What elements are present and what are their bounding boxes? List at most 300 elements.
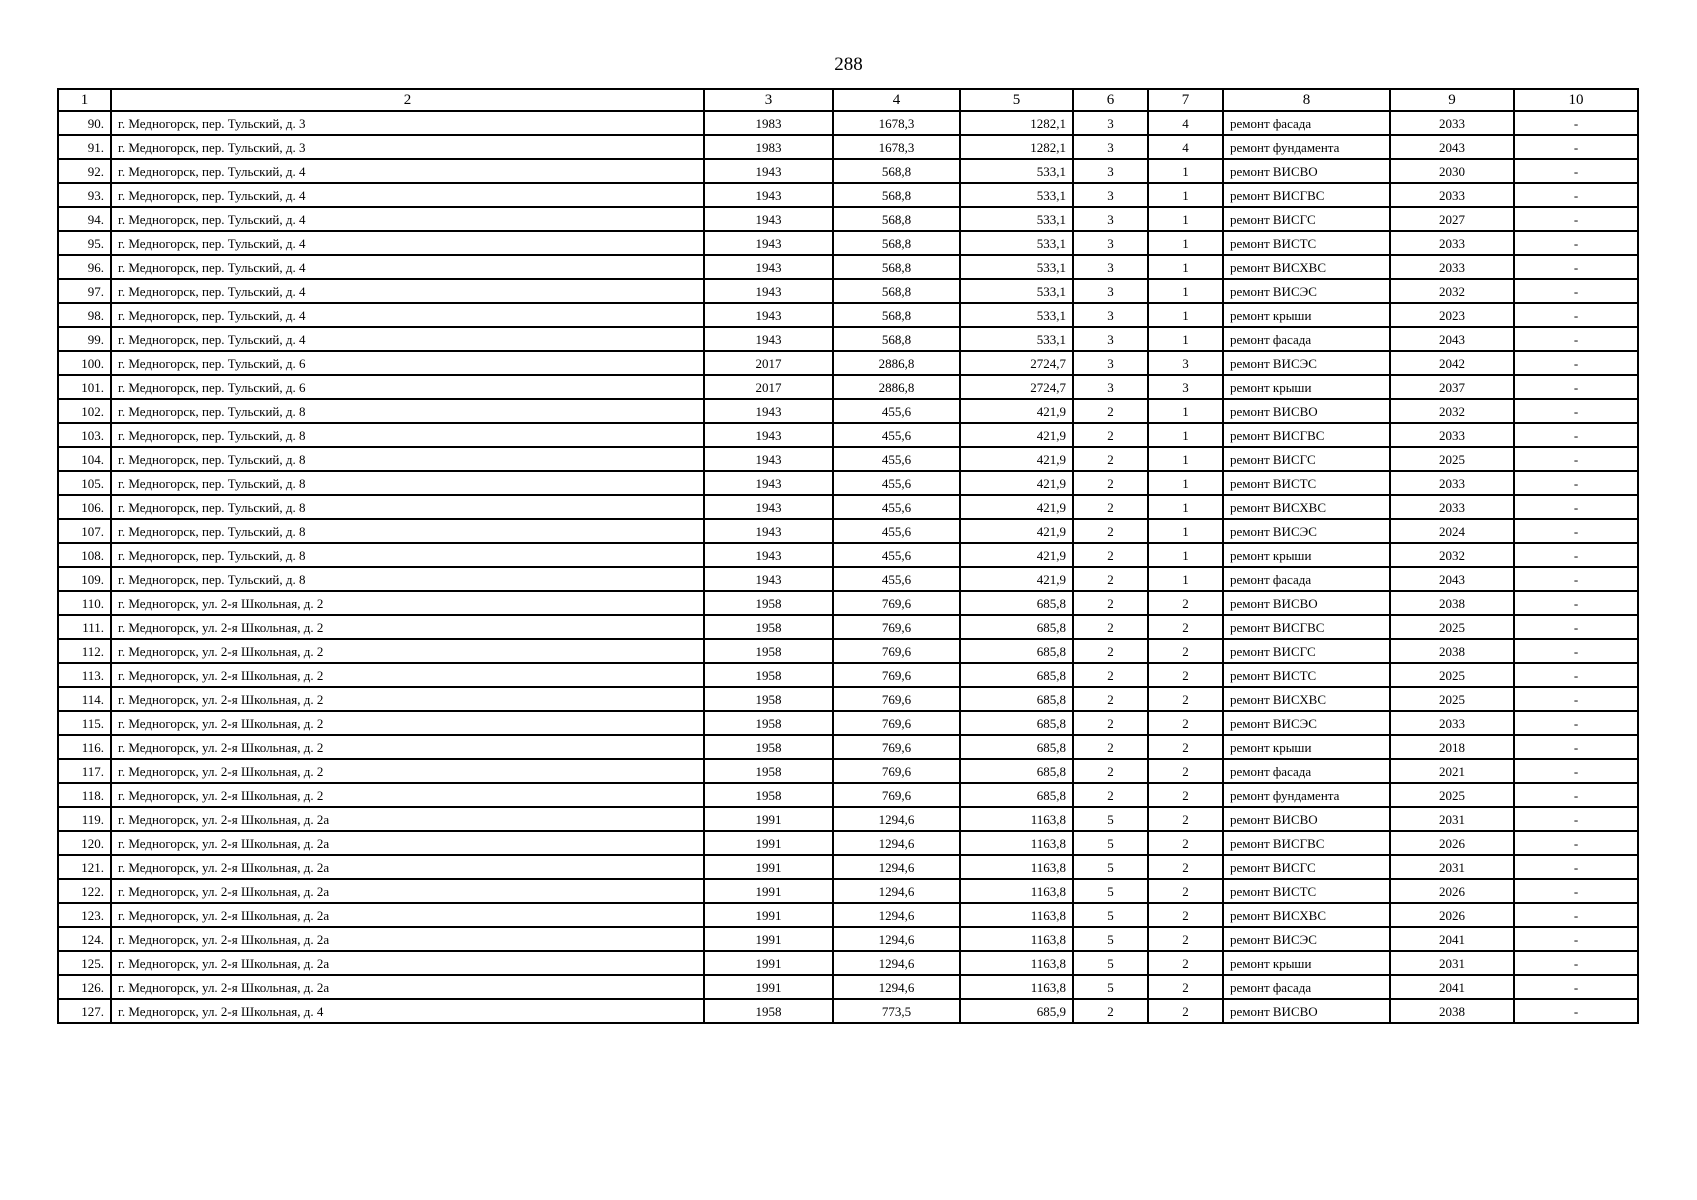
cell-work-type: ремонт ВИСВО — [1223, 807, 1390, 831]
cell-living-area: 421,9 — [960, 567, 1073, 591]
cell-row-number: 121. — [58, 855, 111, 879]
cell-year-built: 1943 — [704, 303, 833, 327]
cell-year-built: 1943 — [704, 207, 833, 231]
cell-row-number: 105. — [58, 471, 111, 495]
cell-planned-year: 2041 — [1390, 975, 1514, 999]
cell-row-number: 103. — [58, 423, 111, 447]
cell-row-number: 123. — [58, 903, 111, 927]
column-header-8: 8 — [1223, 89, 1390, 111]
cell-row-number: 127. — [58, 999, 111, 1023]
cell-total-area: 455,6 — [833, 519, 960, 543]
table-row — [58, 615, 1638, 639]
cell-work-type: ремонт ВИСГВС — [1223, 423, 1390, 447]
cell-living-area: 1282,1 — [960, 111, 1073, 135]
cell-total-area: 769,6 — [833, 783, 960, 807]
cell-year-built: 1943 — [704, 519, 833, 543]
cell-floors: 2 — [1073, 471, 1148, 495]
cell-work-type: ремонт крыши — [1223, 375, 1390, 399]
cell-work-type: ремонт ВИСЭС — [1223, 351, 1390, 375]
cell-row-number: 92. — [58, 159, 111, 183]
cell-work-type: ремонт ВИСГВС — [1223, 831, 1390, 855]
cell-floors: 2 — [1073, 711, 1148, 735]
cell-address: г. Медногорск, пер. Тульский, д. 4 — [111, 159, 704, 183]
cell-planned-year: 2033 — [1390, 111, 1514, 135]
cell-work-type: ремонт ВИСХВС — [1223, 255, 1390, 279]
cell-year-built: 1943 — [704, 231, 833, 255]
cell-total-area: 773,5 — [833, 999, 960, 1023]
cell-note: - — [1514, 663, 1638, 687]
cell-address: г. Медногорск, ул. 2-я Школьная, д. 2а — [111, 975, 704, 999]
cell-year-built: 1943 — [704, 279, 833, 303]
cell-row-number: 120. — [58, 831, 111, 855]
cell-total-area: 568,8 — [833, 159, 960, 183]
table-row — [58, 231, 1638, 255]
cell-planned-year: 2024 — [1390, 519, 1514, 543]
cell-work-type: ремонт ВИСГС — [1223, 207, 1390, 231]
cell-work-type: ремонт ВИСТС — [1223, 231, 1390, 255]
cell-note: - — [1514, 351, 1638, 375]
cell-year-built: 1958 — [704, 639, 833, 663]
cell-total-area: 1678,3 — [833, 111, 960, 135]
cell-row-number: 101. — [58, 375, 111, 399]
cell-floors: 3 — [1073, 207, 1148, 231]
cell-planned-year: 2042 — [1390, 351, 1514, 375]
cell-entrances: 2 — [1148, 783, 1223, 807]
cell-address: г. Медногорск, пер. Тульский, д. 8 — [111, 447, 704, 471]
cell-note: - — [1514, 687, 1638, 711]
cell-note: - — [1514, 519, 1638, 543]
cell-entrances: 2 — [1148, 735, 1223, 759]
cell-year-built: 1958 — [704, 759, 833, 783]
cell-living-area: 685,8 — [960, 783, 1073, 807]
cell-floors: 3 — [1073, 327, 1148, 351]
cell-note: - — [1514, 111, 1638, 135]
cell-year-built: 1958 — [704, 591, 833, 615]
cell-floors: 2 — [1073, 567, 1148, 591]
cell-work-type: ремонт ВИСВО — [1223, 399, 1390, 423]
table-row — [58, 591, 1638, 615]
table-row — [58, 183, 1638, 207]
table-row — [58, 687, 1638, 711]
cell-entrances: 2 — [1148, 903, 1223, 927]
cell-note: - — [1514, 135, 1638, 159]
cell-note: - — [1514, 711, 1638, 735]
table-row — [58, 711, 1638, 735]
cell-living-area: 685,8 — [960, 639, 1073, 663]
cell-year-built: 1943 — [704, 471, 833, 495]
column-header-2: 2 — [111, 89, 704, 111]
cell-planned-year: 2032 — [1390, 543, 1514, 567]
cell-note: - — [1514, 327, 1638, 351]
cell-year-built: 1991 — [704, 879, 833, 903]
cell-planned-year: 2033 — [1390, 471, 1514, 495]
cell-address: г. Медногорск, пер. Тульский, д. 6 — [111, 351, 704, 375]
cell-floors: 5 — [1073, 807, 1148, 831]
table-row — [58, 279, 1638, 303]
column-header-10: 10 — [1514, 89, 1638, 111]
cell-living-area: 421,9 — [960, 447, 1073, 471]
table-row — [58, 351, 1638, 375]
cell-row-number: 112. — [58, 639, 111, 663]
cell-note: - — [1514, 951, 1638, 975]
cell-living-area: 421,9 — [960, 399, 1073, 423]
cell-floors: 2 — [1073, 423, 1148, 447]
cell-address: г. Медногорск, пер. Тульский, д. 4 — [111, 183, 704, 207]
cell-row-number: 125. — [58, 951, 111, 975]
cell-year-built: 1991 — [704, 807, 833, 831]
cell-planned-year: 2025 — [1390, 687, 1514, 711]
table-row — [58, 759, 1638, 783]
cell-address: г. Медногорск, пер. Тульский, д. 8 — [111, 399, 704, 423]
cell-year-built: 1958 — [704, 999, 833, 1023]
cell-total-area: 568,8 — [833, 231, 960, 255]
cell-planned-year: 2033 — [1390, 495, 1514, 519]
cell-note: - — [1514, 303, 1638, 327]
cell-year-built: 1943 — [704, 495, 833, 519]
table-row — [58, 663, 1638, 687]
cell-row-number: 106. — [58, 495, 111, 519]
cell-year-built: 1943 — [704, 447, 833, 471]
cell-address: г. Медногорск, пер. Тульский, д. 8 — [111, 423, 704, 447]
cell-note: - — [1514, 807, 1638, 831]
cell-total-area: 1294,6 — [833, 951, 960, 975]
cell-living-area: 533,1 — [960, 159, 1073, 183]
cell-entrances: 1 — [1148, 303, 1223, 327]
cell-total-area: 568,8 — [833, 255, 960, 279]
cell-year-built: 1943 — [704, 327, 833, 351]
cell-living-area: 1163,8 — [960, 975, 1073, 999]
cell-planned-year: 2018 — [1390, 735, 1514, 759]
cell-floors: 5 — [1073, 927, 1148, 951]
cell-floors: 3 — [1073, 375, 1148, 399]
cell-planned-year: 2031 — [1390, 951, 1514, 975]
cell-work-type: ремонт ВИСХВС — [1223, 903, 1390, 927]
cell-note: - — [1514, 423, 1638, 447]
cell-work-type: ремонт ВИСХВС — [1223, 495, 1390, 519]
cell-note: - — [1514, 399, 1638, 423]
column-header-5: 5 — [960, 89, 1073, 111]
cell-work-type: ремонт ВИСГС — [1223, 639, 1390, 663]
cell-address: г. Медногорск, ул. 2-я Школьная, д. 2а — [111, 855, 704, 879]
cell-address: г. Медногорск, пер. Тульский, д. 3 — [111, 135, 704, 159]
cell-note: - — [1514, 879, 1638, 903]
cell-entrances: 2 — [1148, 639, 1223, 663]
cell-floors: 2 — [1073, 591, 1148, 615]
table-row — [58, 135, 1638, 159]
cell-note: - — [1514, 375, 1638, 399]
cell-floors: 3 — [1073, 231, 1148, 255]
cell-total-area: 769,6 — [833, 615, 960, 639]
cell-planned-year: 2025 — [1390, 447, 1514, 471]
cell-planned-year: 2031 — [1390, 807, 1514, 831]
cell-living-area: 1163,8 — [960, 951, 1073, 975]
cell-row-number: 93. — [58, 183, 111, 207]
cell-entrances: 2 — [1148, 999, 1223, 1023]
cell-row-number: 122. — [58, 879, 111, 903]
cell-year-built: 1991 — [704, 903, 833, 927]
cell-row-number: 113. — [58, 663, 111, 687]
cell-note: - — [1514, 831, 1638, 855]
cell-row-number: 98. — [58, 303, 111, 327]
cell-total-area: 455,6 — [833, 543, 960, 567]
cell-living-area: 2724,7 — [960, 351, 1073, 375]
cell-living-area: 1163,8 — [960, 879, 1073, 903]
cell-entrances: 4 — [1148, 111, 1223, 135]
cell-year-built: 1958 — [704, 711, 833, 735]
cell-total-area: 568,8 — [833, 327, 960, 351]
cell-row-number: 116. — [58, 735, 111, 759]
cell-address: г. Медногорск, пер. Тульский, д. 8 — [111, 543, 704, 567]
cell-note: - — [1514, 735, 1638, 759]
cell-planned-year: 2025 — [1390, 615, 1514, 639]
table-row — [58, 423, 1638, 447]
table-row — [58, 519, 1638, 543]
table-row — [58, 951, 1638, 975]
cell-note: - — [1514, 471, 1638, 495]
cell-living-area: 421,9 — [960, 471, 1073, 495]
cell-planned-year: 2038 — [1390, 639, 1514, 663]
cell-entrances: 1 — [1148, 279, 1223, 303]
cell-work-type: ремонт ВИСЭС — [1223, 519, 1390, 543]
column-header-7: 7 — [1148, 89, 1223, 111]
cell-total-area: 1294,6 — [833, 927, 960, 951]
cell-note: - — [1514, 279, 1638, 303]
cell-row-number: 95. — [58, 231, 111, 255]
cell-work-type: ремонт ВИСГВС — [1223, 615, 1390, 639]
table-row — [58, 159, 1638, 183]
cell-work-type: ремонт ВИСВО — [1223, 591, 1390, 615]
cell-note: - — [1514, 783, 1638, 807]
cell-row-number: 126. — [58, 975, 111, 999]
cell-year-built: 1991 — [704, 951, 833, 975]
cell-note: - — [1514, 447, 1638, 471]
cell-planned-year: 2043 — [1390, 567, 1514, 591]
cell-planned-year: 2032 — [1390, 279, 1514, 303]
cell-planned-year: 2043 — [1390, 135, 1514, 159]
cell-floors: 5 — [1073, 855, 1148, 879]
cell-total-area: 769,6 — [833, 591, 960, 615]
cell-work-type: ремонт ВИСЭС — [1223, 279, 1390, 303]
cell-work-type: ремонт крыши — [1223, 735, 1390, 759]
cell-address: г. Медногорск, пер. Тульский, д. 8 — [111, 519, 704, 543]
page-number: 288 — [834, 54, 863, 75]
cell-floors: 3 — [1073, 255, 1148, 279]
cell-work-type: ремонт фундамента — [1223, 783, 1390, 807]
table-row — [58, 471, 1638, 495]
table-row — [58, 807, 1638, 831]
cell-row-number: 102. — [58, 399, 111, 423]
cell-row-number: 111. — [58, 615, 111, 639]
cell-address: г. Медногорск, ул. 2-я Школьная, д. 2 — [111, 759, 704, 783]
cell-total-area: 1678,3 — [833, 135, 960, 159]
cell-address: г. Медногорск, ул. 2-я Школьная, д. 2 — [111, 687, 704, 711]
cell-address: г. Медногорск, ул. 2-я Школьная, д. 2 — [111, 783, 704, 807]
cell-entrances: 2 — [1148, 711, 1223, 735]
column-header-6: 6 — [1073, 89, 1148, 111]
cell-living-area: 1163,8 — [960, 807, 1073, 831]
cell-total-area: 568,8 — [833, 279, 960, 303]
cell-note: - — [1514, 159, 1638, 183]
table-row — [58, 399, 1638, 423]
cell-row-number: 104. — [58, 447, 111, 471]
cell-floors: 2 — [1073, 447, 1148, 471]
capital-repair-table — [57, 88, 1639, 1024]
cell-row-number: 109. — [58, 567, 111, 591]
cell-floors: 5 — [1073, 951, 1148, 975]
cell-floors: 2 — [1073, 519, 1148, 543]
cell-total-area: 1294,6 — [833, 879, 960, 903]
cell-entrances: 2 — [1148, 759, 1223, 783]
cell-row-number: 91. — [58, 135, 111, 159]
cell-total-area: 568,8 — [833, 183, 960, 207]
cell-living-area: 1163,8 — [960, 903, 1073, 927]
cell-address: г. Медногорск, ул. 2-я Школьная, д. 2а — [111, 807, 704, 831]
cell-work-type: ремонт ВИСГС — [1223, 855, 1390, 879]
cell-row-number: 117. — [58, 759, 111, 783]
cell-total-area: 455,6 — [833, 423, 960, 447]
table-body — [58, 111, 1638, 1023]
cell-living-area: 533,1 — [960, 327, 1073, 351]
cell-row-number: 100. — [58, 351, 111, 375]
cell-work-type: ремонт фасада — [1223, 111, 1390, 135]
cell-row-number: 108. — [58, 543, 111, 567]
cell-entrances: 2 — [1148, 927, 1223, 951]
column-header-9: 9 — [1390, 89, 1514, 111]
table-row — [58, 567, 1638, 591]
cell-total-area: 769,6 — [833, 663, 960, 687]
cell-work-type: ремонт ВИСВО — [1223, 999, 1390, 1023]
cell-planned-year: 2026 — [1390, 903, 1514, 927]
cell-entrances: 2 — [1148, 807, 1223, 831]
cell-year-built: 2017 — [704, 375, 833, 399]
cell-entrances: 1 — [1148, 519, 1223, 543]
cell-work-type: ремонт фасада — [1223, 327, 1390, 351]
cell-address: г. Медногорск, пер. Тульский, д. 4 — [111, 279, 704, 303]
cell-address: г. Медногорск, пер. Тульский, д. 4 — [111, 231, 704, 255]
cell-year-built: 1943 — [704, 567, 833, 591]
cell-planned-year: 2025 — [1390, 783, 1514, 807]
cell-year-built: 1958 — [704, 687, 833, 711]
cell-year-built: 1958 — [704, 735, 833, 759]
cell-total-area: 769,6 — [833, 639, 960, 663]
cell-floors: 2 — [1073, 663, 1148, 687]
cell-year-built: 1983 — [704, 111, 833, 135]
cell-living-area: 2724,7 — [960, 375, 1073, 399]
cell-planned-year: 2033 — [1390, 255, 1514, 279]
cell-work-type: ремонт ВИСТС — [1223, 879, 1390, 903]
cell-entrances: 2 — [1148, 687, 1223, 711]
cell-entrances: 3 — [1148, 375, 1223, 399]
cell-work-type: ремонт ВИСТС — [1223, 663, 1390, 687]
cell-entrances: 2 — [1148, 831, 1223, 855]
cell-total-area: 1294,6 — [833, 807, 960, 831]
cell-note: - — [1514, 927, 1638, 951]
cell-work-type: ремонт фасада — [1223, 567, 1390, 591]
cell-living-area: 685,8 — [960, 711, 1073, 735]
cell-living-area: 421,9 — [960, 519, 1073, 543]
cell-planned-year: 2043 — [1390, 327, 1514, 351]
cell-floors: 2 — [1073, 759, 1148, 783]
cell-living-area: 421,9 — [960, 423, 1073, 447]
cell-floors: 5 — [1073, 975, 1148, 999]
cell-row-number: 99. — [58, 327, 111, 351]
cell-living-area: 685,8 — [960, 615, 1073, 639]
table-row — [58, 447, 1638, 471]
cell-year-built: 1943 — [704, 159, 833, 183]
cell-work-type: ремонт крыши — [1223, 543, 1390, 567]
cell-living-area: 421,9 — [960, 495, 1073, 519]
cell-floors: 2 — [1073, 495, 1148, 519]
cell-work-type: ремонт ВИСЭС — [1223, 927, 1390, 951]
cell-row-number: 114. — [58, 687, 111, 711]
table-row — [58, 999, 1638, 1023]
cell-row-number: 119. — [58, 807, 111, 831]
cell-address: г. Медногорск, пер. Тульский, д. 4 — [111, 327, 704, 351]
cell-address: г. Медногорск, пер. Тульский, д. 4 — [111, 303, 704, 327]
cell-entrances: 1 — [1148, 327, 1223, 351]
cell-floors: 3 — [1073, 183, 1148, 207]
cell-entrances: 1 — [1148, 447, 1223, 471]
cell-planned-year: 2038 — [1390, 999, 1514, 1023]
cell-note: - — [1514, 855, 1638, 879]
cell-planned-year: 2033 — [1390, 231, 1514, 255]
cell-floors: 3 — [1073, 351, 1148, 375]
cell-planned-year: 2037 — [1390, 375, 1514, 399]
cell-row-number: 97. — [58, 279, 111, 303]
cell-total-area: 455,6 — [833, 447, 960, 471]
table-row — [58, 735, 1638, 759]
cell-total-area: 769,6 — [833, 687, 960, 711]
cell-work-type: ремонт ВИСГВС — [1223, 183, 1390, 207]
cell-total-area: 1294,6 — [833, 903, 960, 927]
table-row — [58, 903, 1638, 927]
cell-living-area: 533,1 — [960, 255, 1073, 279]
cell-floors: 2 — [1073, 783, 1148, 807]
cell-address: г. Медногорск, ул. 2-я Школьная, д. 2а — [111, 879, 704, 903]
cell-living-area: 421,9 — [960, 543, 1073, 567]
cell-note: - — [1514, 207, 1638, 231]
cell-note: - — [1514, 975, 1638, 999]
cell-living-area: 685,8 — [960, 759, 1073, 783]
cell-row-number: 118. — [58, 783, 111, 807]
cell-work-type: ремонт фундамента — [1223, 135, 1390, 159]
table-row — [58, 975, 1638, 999]
cell-address: г. Медногорск, ул. 2-я Школьная, д. 2а — [111, 927, 704, 951]
cell-year-built: 1958 — [704, 663, 833, 687]
cell-total-area: 769,6 — [833, 759, 960, 783]
cell-work-type: ремонт ВИСТС — [1223, 471, 1390, 495]
cell-work-type: ремонт ВИСХВС — [1223, 687, 1390, 711]
table-row — [58, 783, 1638, 807]
cell-address: г. Медногорск, пер. Тульский, д. 3 — [111, 111, 704, 135]
cell-address: г. Медногорск, пер. Тульский, д. 8 — [111, 567, 704, 591]
cell-entrances: 1 — [1148, 183, 1223, 207]
cell-entrances: 1 — [1148, 471, 1223, 495]
cell-total-area: 769,6 — [833, 711, 960, 735]
cell-entrances: 4 — [1148, 135, 1223, 159]
cell-planned-year: 2041 — [1390, 927, 1514, 951]
cell-year-built: 1943 — [704, 399, 833, 423]
cell-total-area: 2886,8 — [833, 351, 960, 375]
cell-address: г. Медногорск, пер. Тульский, д. 4 — [111, 255, 704, 279]
cell-address: г. Медногорск, ул. 2-я Школьная, д. 2 — [111, 735, 704, 759]
cell-floors: 5 — [1073, 903, 1148, 927]
column-header-4: 4 — [833, 89, 960, 111]
cell-planned-year: 2030 — [1390, 159, 1514, 183]
cell-floors: 5 — [1073, 831, 1148, 855]
cell-living-area: 1163,8 — [960, 855, 1073, 879]
cell-work-type: ремонт ВИСВО — [1223, 159, 1390, 183]
